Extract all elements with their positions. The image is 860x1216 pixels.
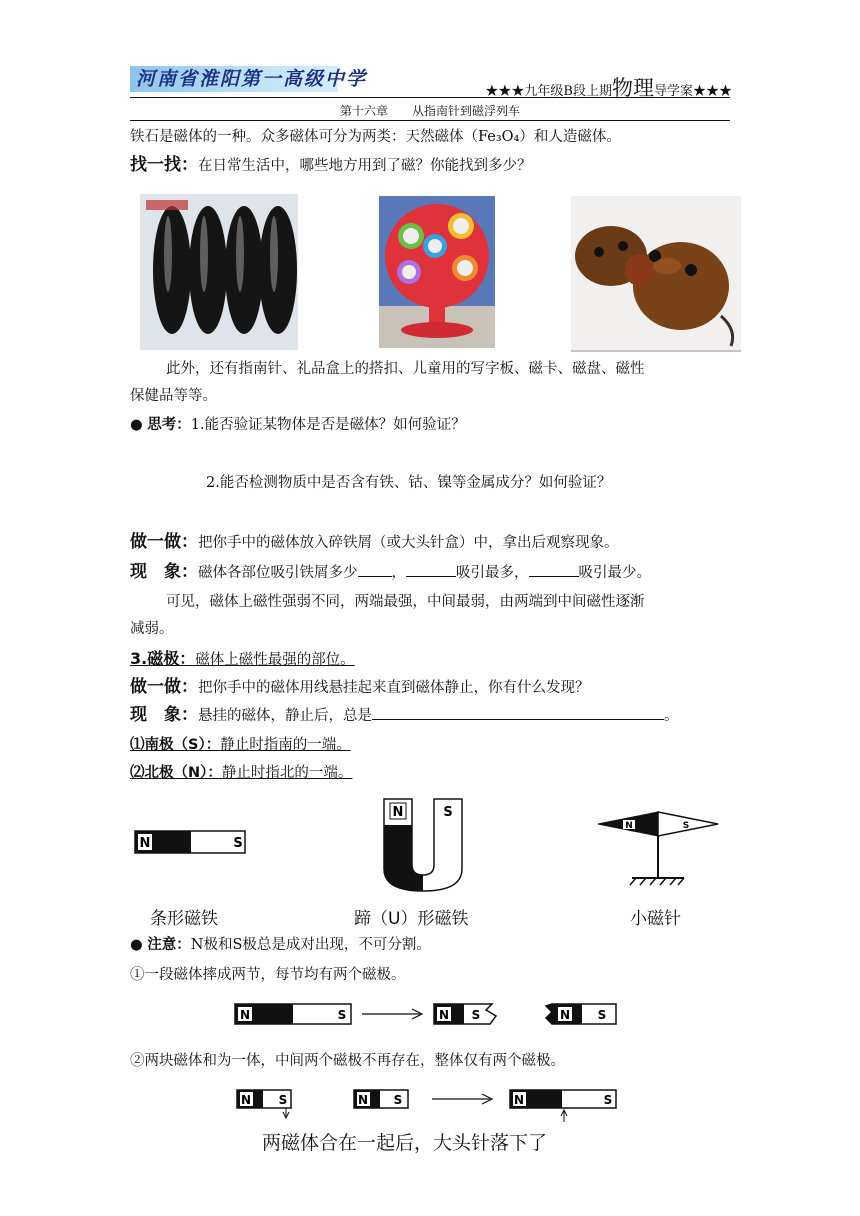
compass-needle-caption: 小磁针: [630, 909, 681, 929]
photo-magnetic-gourd: [571, 196, 741, 352]
phenomenon-two-text: 悬挂的磁体，静止后，总是: [198, 708, 372, 724]
phenomenon-two-label: 现 象：: [130, 705, 198, 725]
do-text: 把你手中的磁体放入碎铁屑（或大头针盒）中，拿出后观察现象。: [198, 535, 619, 551]
think-bullet: ●: [130, 417, 143, 433]
joined-magnets-caption: 两磁体合在一起后，大头针落下了: [262, 1132, 548, 1154]
fill-blank-4[interactable]: [372, 705, 664, 720]
needle-n: N: [625, 821, 633, 831]
pole-text: 磁体上磁性最强的部位。: [195, 652, 355, 668]
north-pole-label: ⑵北极（N）：: [130, 765, 222, 781]
joined-magnets-figure: [236, 1088, 620, 1124]
do-one-line: [130, 531, 619, 554]
photo-magnet-photo-tree: [379, 196, 495, 348]
do-two-line: [130, 676, 590, 699]
note-line: [130, 934, 431, 956]
bar-magnet-figure: [134, 830, 246, 856]
think-q1: [130, 414, 466, 436]
half-one-n: N: [438, 1008, 450, 1022]
bar-magnet-s: S: [233, 836, 243, 851]
find-text: 在日常生活中，哪些地方用到了磁？你能找到多少？: [198, 158, 532, 174]
joined-c-s: S: [603, 1093, 613, 1107]
phenomenon-line-2: [130, 704, 679, 727]
besides-line-1: 此外，还有指南针、礼品盒上的搭扣、儿童用的写字板、磁卡、磁盘、磁性: [166, 361, 645, 377]
chapter-title: 第十六章 从指南针到磁浮列车: [339, 104, 520, 118]
compass-needle-figure: [596, 808, 722, 886]
header-doc-type: 导学案: [653, 84, 693, 99]
chapter-rule: [130, 120, 730, 121]
phenomenon-text-c: 吸引最多，: [456, 565, 529, 581]
intro-text: 铁石是磁体的一种。众多磁体可分为两类：天然磁体（Fe₃O₄）和人造磁体。: [130, 129, 621, 145]
header-stars-left: ★★★: [485, 84, 525, 99]
needle-s: S: [682, 821, 690, 831]
south-pole-text: 静止时指南的一端。: [220, 737, 351, 753]
horseshoe-magnet-caption: 蹄（U）形磁铁: [354, 909, 469, 929]
south-pole-label: ⑴南极（S）：: [130, 737, 221, 753]
fill-blank-3[interactable]: [529, 562, 579, 577]
find-label: 找一找：: [130, 155, 198, 175]
photo-black-magnets: [140, 194, 298, 350]
besides-line-2: 保健品等等。: [130, 388, 217, 404]
joined-a-n: N: [240, 1093, 252, 1107]
bar-magnet-n: N: [139, 836, 151, 851]
pole-definition: [130, 648, 355, 671]
half-two-n: N: [559, 1008, 571, 1022]
header-stars-right: ★★★: [692, 84, 732, 99]
do-two-text: 把你手中的磁体用线悬挂起来直到磁体静止，你有什么发现？: [198, 680, 590, 696]
half-one-s: S: [471, 1008, 481, 1022]
phenomenon-text-b: ，: [391, 565, 406, 581]
note-label: 注意：: [147, 937, 191, 953]
pole-label: 3.磁极：: [130, 649, 196, 668]
broken-orig-n: N: [239, 1008, 251, 1022]
note-bullet: ●: [130, 937, 143, 953]
note-text: N极和S极总是成对出现，不可分割。: [190, 937, 431, 953]
phenomenon-label: 现 象：: [130, 562, 198, 582]
conclusion-line-2: 减弱。: [130, 621, 174, 637]
joined-b-s: S: [393, 1093, 403, 1107]
phenomenon-two-end: 。: [664, 708, 679, 724]
header-subject: 物理: [611, 76, 654, 100]
note-item-1: ①一段磁体摔成两节，每节均有两个磁极。: [130, 967, 406, 983]
think-question-1: 1.能否验证某物体是否是磁体？如何验证？: [190, 417, 466, 433]
conclusion-line-1: 可见，磁体上磁性强弱不同，两端最强，中间最弱，由两端到中间磁性逐渐: [166, 594, 645, 610]
think-question-2: 2.能否检测物质中是否含有铁、钴、镍等金属成分？如何验证？: [206, 475, 612, 491]
note-item-2: ②两块磁体和为一体，中间两个磁极不再存在，整体仅有两个磁极。: [130, 1053, 565, 1069]
broken-magnet-figure: [234, 1002, 618, 1028]
joined-b-n: N: [357, 1093, 369, 1107]
horseshoe-s: S: [443, 805, 453, 820]
do-two-label: 做一做：: [130, 677, 198, 697]
horseshoe-magnet-figure: [380, 795, 466, 895]
phenomenon-text-a: 磁体各部位吸引铁屑多少: [198, 565, 358, 581]
header-grade: 九年级B段上期: [524, 84, 612, 99]
phenomenon-text-d: 吸引最少。: [578, 565, 651, 581]
phenomenon-line-1: [130, 561, 651, 584]
header-rule: [130, 97, 730, 98]
find-paragraph: [130, 154, 532, 177]
bar-magnet-caption: 条形磁铁: [150, 909, 218, 929]
half-two-s: S: [597, 1008, 607, 1022]
fill-blank-2[interactable]: [406, 562, 456, 577]
horseshoe-n: N: [392, 805, 404, 820]
fill-blank-1[interactable]: [358, 562, 392, 577]
north-pole-text: 静止时指北的一端。: [221, 765, 353, 781]
broken-orig-s: S: [337, 1008, 347, 1022]
do-label: 做一做：: [130, 532, 198, 552]
joined-c-n: N: [513, 1093, 525, 1107]
south-pole-definition: [130, 734, 351, 756]
think-label: 思考：: [147, 417, 191, 433]
joined-a-s: S: [278, 1093, 288, 1107]
school-logo: 河南省淮阳第一高级中学: [130, 66, 338, 92]
north-pole-definition: [130, 762, 352, 784]
